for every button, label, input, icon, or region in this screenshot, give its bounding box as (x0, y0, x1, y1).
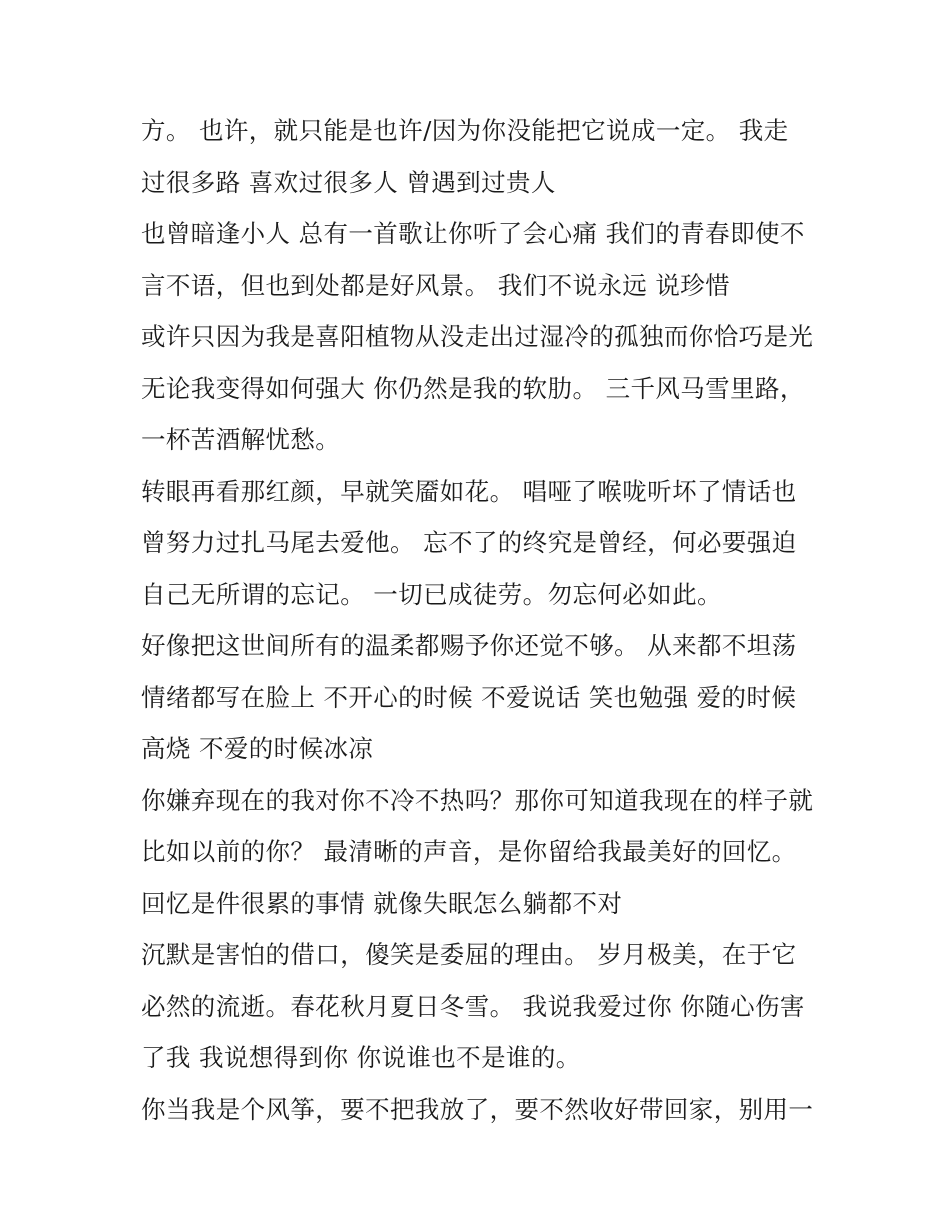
text-line: 回忆是件很累的事情 就像失眠怎么躺都不对 (141, 888, 623, 918)
text-line: 或许只因为我是喜阳植物从没走出过湿冷的孤独而你恰巧是光 (141, 322, 814, 351)
text-line: 了我 我说想得到你 你说谁也不是谁的。 (141, 1043, 581, 1072)
text-line: 好像把这世间所有的温柔都赐予你还觉不够。 从来都不坦荡 (141, 631, 797, 660)
text-line: 高烧 不爱的时候冰凉 (141, 734, 374, 763)
text-line: 转眼再看那红颜，早就笑靥如花。 唱哑了喉咙听坏了情话也 (141, 476, 797, 506)
text-line: 你嫌弃现在的我对你不冷不热吗？那你可知道我现在的样子就 (141, 785, 814, 815)
text-line: 方。 也许，就只能是也许/因为你没能把它说成一定。 我走 (141, 116, 789, 145)
text-line: 自己无所谓的忘记。 一切已成徒劳。勿忘何必如此。 (141, 579, 722, 609)
body-text (141, 112, 831, 1142)
text-line: 你当我是个风筝，要不把我放了，要不然收好带回家，别用一 (141, 1094, 814, 1124)
text-line: 言不语，但也到处都是好风景。 我们不说永远 说珍惜 (141, 270, 731, 300)
text-line: 一杯苦酒解忧愁。 (141, 425, 341, 454)
text-line: 也曾暗逢小人 总有一首歌让你听了会心痛 我们的青春即使不 (141, 219, 805, 248)
text-line: 沉默是害怕的借口，傻笑是委屈的理由。 岁月极美，在于它 (141, 940, 797, 969)
text-line: 过很多路 喜欢过很多人 曾遇到过贵人 (141, 167, 556, 197)
text-line: 曾努力过扎马尾去爱他。 忘不了的终究是曾经，何必要强迫 (141, 528, 797, 557)
text-line: 比如以前的你？ 最清晰的声音，是你留给我最美好的回忆。 (141, 837, 797, 866)
text-line: 情绪都写在脸上 不开心的时候 不爱说话 笑也勉强 爱的时候 (141, 682, 797, 712)
text-line: 无论我变得如何强大 你仍然是我的软肋。 三千风马雪里路， (141, 373, 805, 403)
text-line: 必然的流逝。春花秋月夏日冬雪。 我说我爱过你 你随心伤害 (141, 991, 805, 1021)
